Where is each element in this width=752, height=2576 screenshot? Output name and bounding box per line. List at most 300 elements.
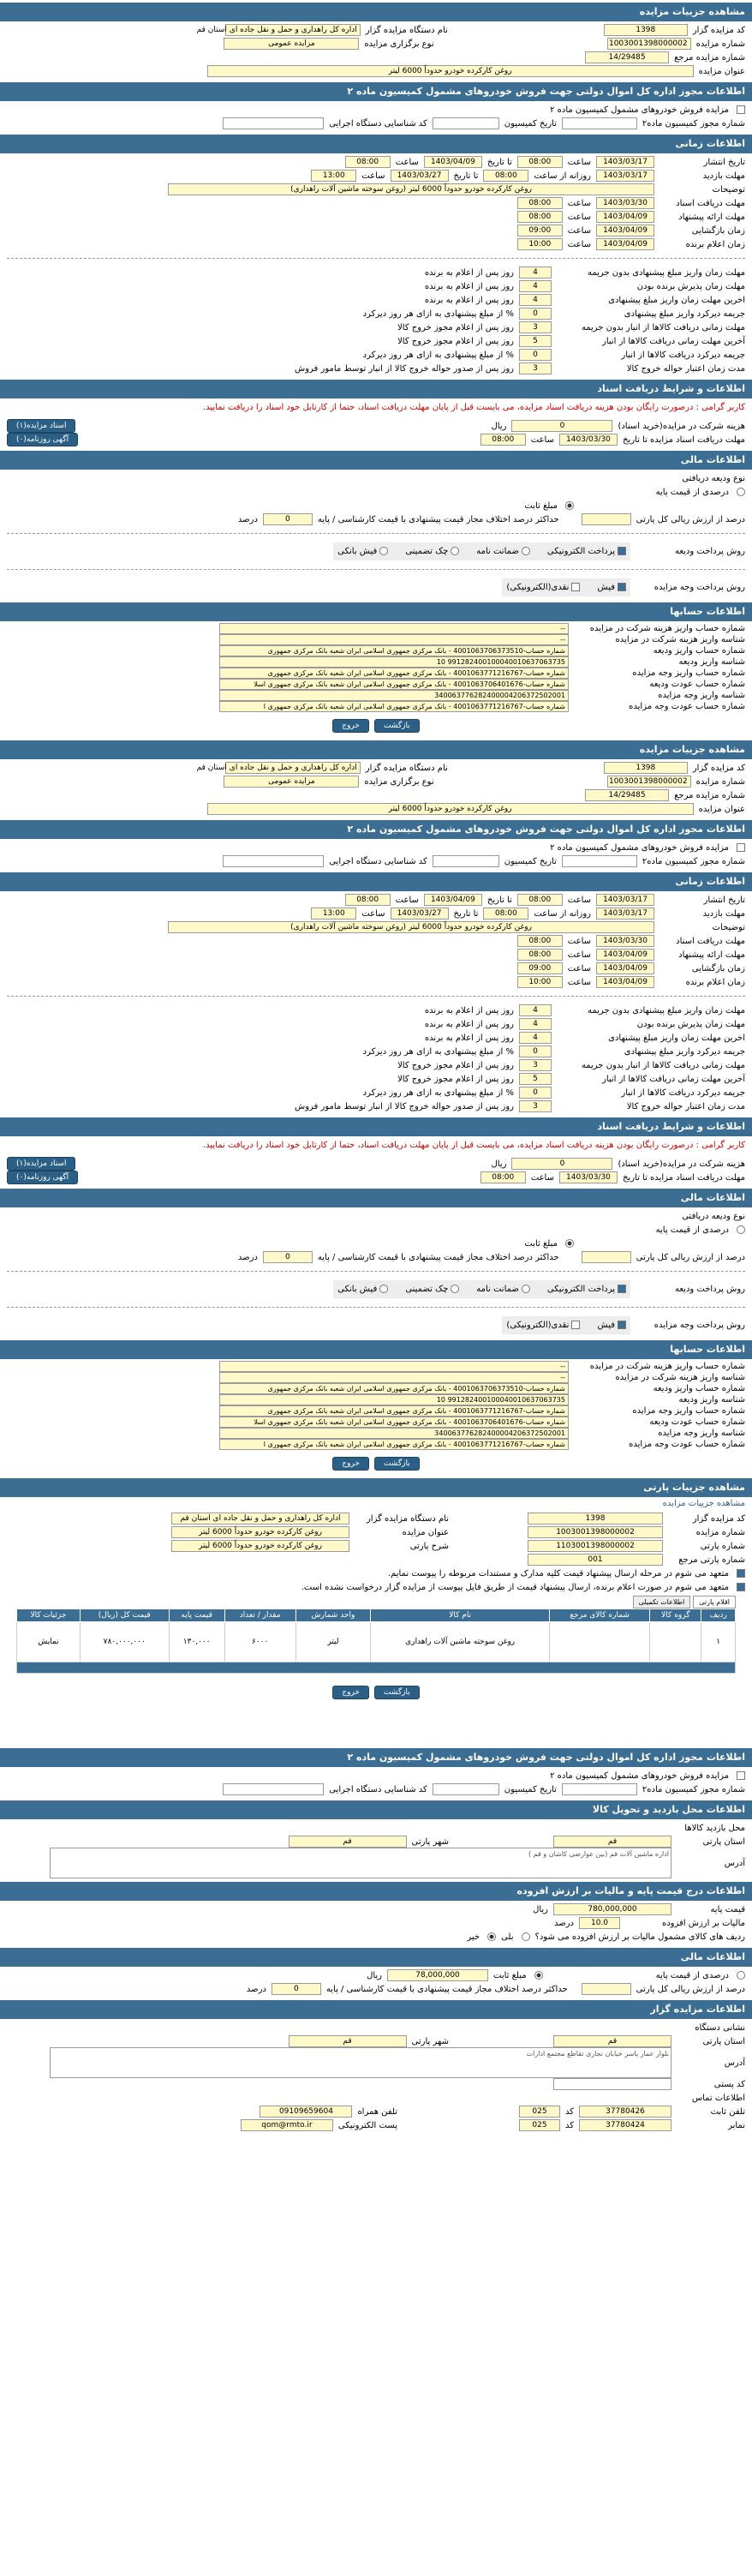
label: کد پستی bbox=[713, 2079, 745, 2089]
winner-date: 1403/04/09 bbox=[596, 238, 654, 250]
label: تلفن همراه bbox=[357, 2106, 397, 2117]
label: تا تاریخ bbox=[453, 908, 479, 919]
finance-header: اطلاعات مالی bbox=[0, 451, 752, 470]
permit-checkbox[interactable] bbox=[737, 843, 745, 852]
label: شناسه واریز وجه مزایده bbox=[658, 1429, 745, 1438]
label: کد مزایده گزار bbox=[692, 763, 745, 773]
pub-to-field: 1403/04/09 bbox=[424, 156, 482, 168]
label: جریمه دیرکرد واریز مبلغ پیشنهادی bbox=[624, 309, 745, 319]
offer-time: 08:00 bbox=[517, 211, 563, 223]
term-value: 4 bbox=[519, 280, 552, 292]
finance-panel bbox=[0, 451, 752, 600]
label: شماره حساب واریز وجه مزایده bbox=[632, 668, 745, 678]
tab-extra[interactable]: اطلاعات تکمیلی bbox=[633, 1596, 691, 1609]
details-panel bbox=[0, 3, 752, 80]
pp-cash-checkbox[interactable] bbox=[571, 1321, 580, 1329]
label: شهر پارتی bbox=[411, 1836, 449, 1847]
label: پرداخت الکترونیکی bbox=[546, 547, 615, 556]
label: حداکثر درصد اختلاف مجاز قیمت پیشنهادی با قیمت کارشناسی / پایه bbox=[325, 1984, 568, 1994]
label: نقدی(الکترونیکی) bbox=[506, 583, 570, 592]
label: روش پرداخت ودیعه bbox=[674, 547, 745, 556]
label: مبلغ ثابت bbox=[524, 1238, 558, 1249]
account-field: شماره حساب-4001063706401676 - بانک مرکزی جمهوری اسلامی ایران شعبه بانک مرکزی جمهوری اسلا bbox=[219, 679, 569, 690]
label: مزایده فروش خودروهای مشمول کمیسیون ماده ۲ bbox=[550, 105, 729, 115]
pub-from-field: 1403/03/17 bbox=[596, 894, 654, 906]
label: اخرین مهلت زمان واریز مبلغ پیشنهادی bbox=[608, 1033, 745, 1043]
label: مهلت دریافت اسناد مزایده تا تاریخ bbox=[622, 434, 745, 445]
comm-date-field[interactable] bbox=[433, 117, 499, 129]
label: مهلت زمان واریز مبلغ پیشنهادی بدون جریمه bbox=[588, 267, 745, 278]
location-header: اطلاعات محل بازدید و تحویل کالا bbox=[0, 1800, 752, 1819]
label: روز پس از اعلام مجوز خروج کالا bbox=[397, 322, 514, 332]
label: روز پس از اعلام مجوز خروج کالا bbox=[397, 336, 514, 346]
label: مهلت ارائه پیشنهاد bbox=[678, 212, 745, 222]
doc-deadline-date: 1403/03/30 bbox=[596, 197, 654, 209]
term-value: 0 bbox=[519, 1087, 552, 1099]
fixed-radio[interactable] bbox=[534, 1971, 543, 1980]
label: مهلت زمانی دریافت کالاها از انبار بدون جریمه bbox=[581, 1060, 745, 1070]
max-pct-field: 0 bbox=[263, 513, 313, 525]
term-value: 4 bbox=[519, 1004, 552, 1016]
account-field: 991282400100040010637063735 10 bbox=[219, 1394, 569, 1405]
pay-check-radio[interactable] bbox=[451, 1285, 459, 1293]
permit-checkbox[interactable] bbox=[737, 1771, 745, 1780]
label: کد مزایده گزار bbox=[692, 1513, 745, 1524]
label: مدت زمان اعتبار حواله خروج کالا bbox=[626, 1101, 745, 1111]
auctioneer-panel bbox=[0, 2000, 752, 2134]
label: روزانه از ساعت bbox=[534, 908, 591, 919]
label: نوع برگزاری مزایده bbox=[364, 776, 434, 787]
title-field: روغن کارکرده خودرو حدوداً 6000 لیتر bbox=[207, 803, 694, 815]
label: درصدی از قیمت پایه bbox=[655, 487, 729, 497]
label: فیش bbox=[597, 1321, 615, 1330]
permit-header: اطلاعات مجوز اداره کل اموال دولتی جهت فروش خودروهای مشمول کمیسیون ماده ۲ bbox=[0, 820, 752, 839]
visit-to-field: 1403/03/27 bbox=[391, 908, 449, 920]
label: ساعت bbox=[567, 936, 591, 946]
price-panel bbox=[0, 1882, 752, 1945]
tel-field: 37780426 bbox=[579, 2106, 671, 2118]
exit-button[interactable]: خروج bbox=[332, 719, 369, 733]
account-field: شماره حساب-4001063771216767 - بانک مرکزی جمهوری اسلامی ایران شعبه بانک مرکزی جمهوری ا bbox=[219, 1439, 569, 1450]
label: متعهد می شوم در صورت اعلام برنده، ارسال پیشنهاد قیمت از طریق فایل پیوست از مزایده گزار درخواست نشده است. bbox=[301, 1582, 729, 1592]
label: درصدی از قیمت پایه bbox=[655, 1970, 729, 1980]
label: مهلت بازدید bbox=[702, 171, 745, 181]
vat-field: 10.0 bbox=[579, 1917, 620, 1929]
label: عنوان مزایده bbox=[698, 66, 745, 76]
pct-radio[interactable] bbox=[737, 1971, 745, 1980]
label: شهر پارتی bbox=[411, 2036, 449, 2046]
label: درصد از ارزش ریالی کل پارتی bbox=[636, 1984, 745, 1994]
fax-code-field: 025 bbox=[519, 2119, 560, 2131]
term-value: 0 bbox=[519, 308, 552, 320]
term-value: 5 bbox=[519, 335, 552, 347]
label: حداکثر درصد اختلاف مجاز قیمت پیشنهادی با قیمت کارشناسی / پایه bbox=[317, 514, 559, 524]
price-payment-methods bbox=[502, 578, 630, 596]
max-pct-field: 0 bbox=[263, 1251, 313, 1263]
label: اطلاعات تماس bbox=[691, 2093, 745, 2103]
divider bbox=[7, 1307, 745, 1308]
column-header: ردیف bbox=[701, 1609, 736, 1622]
label: فیش بانکی bbox=[337, 547, 378, 556]
account-field: شماره حساب-4001063771216767 - بانک مرکزی جمهوری اسلامی ایران شعبه بانک مرکزی جمهوری bbox=[219, 668, 569, 679]
label: شماره مزایده bbox=[695, 776, 745, 787]
ads-button[interactable]: آگهی روزنامه(۰) bbox=[7, 1171, 78, 1184]
pub-from-field: 1403/03/17 bbox=[596, 156, 654, 168]
label: روز پس از اعلام مجوز خروج کالا bbox=[397, 1060, 514, 1070]
device-name-field: اداره کل راهداری و حمل و نقل جاده ای استان قم bbox=[225, 24, 361, 36]
desc-field: روغن کارکرده خودرو حدوداً 6000 لیتر (روغن سوخته ماشین آلات راهداری) bbox=[168, 183, 654, 195]
pct-radio[interactable] bbox=[737, 1225, 745, 1234]
province-field: قم bbox=[553, 1836, 671, 1848]
label: نام دستگاه مزایده گزار bbox=[365, 25, 448, 35]
term-value: 5 bbox=[519, 1073, 552, 1085]
party-no-field: 1003001398000002 bbox=[528, 1526, 663, 1538]
label: شماره حساب عودت ودیعه bbox=[649, 680, 745, 689]
items-table bbox=[16, 1609, 736, 1674]
label: کد bbox=[564, 2106, 574, 2117]
label: ردیف های کالای مشمول مالیات بر ارزش افزوده می شود؟ bbox=[534, 1932, 745, 1942]
party-pno-field: 1103001398000002 bbox=[528, 1540, 663, 1552]
address-field: بلوار عمار یاسر خیابان نجاری تقاطع مجتمع ادارات bbox=[50, 2047, 671, 2078]
label: روز پس از اعلام به برنده bbox=[424, 281, 514, 291]
base-price-field: 780,000,000 bbox=[553, 1903, 671, 1915]
party-name-field: اداره کل راهداری و حمل و نقل جاده ای استان قم bbox=[171, 1513, 349, 1525]
pct-radio[interactable] bbox=[737, 488, 745, 496]
exec-id-field[interactable] bbox=[223, 1783, 324, 1795]
finance-panel-2 bbox=[0, 1948, 752, 1998]
label: زمان اعلام برنده bbox=[685, 977, 745, 987]
account-field: -- bbox=[219, 634, 569, 645]
payment-methods bbox=[333, 542, 630, 560]
column-header: قیمت کل (ریال) bbox=[80, 1609, 169, 1622]
fixed-amount-field: 78,000,000 bbox=[387, 1969, 488, 1981]
term-value: 0 bbox=[519, 349, 552, 361]
accounts-header: اطلاعات حسابها bbox=[0, 1340, 752, 1359]
label: مهلت دریافت اسناد مزایده تا تاریخ bbox=[622, 1172, 745, 1183]
divider bbox=[7, 1271, 745, 1272]
city-field: قم bbox=[289, 2035, 407, 2047]
label: مالیات بر ارزش افزوده bbox=[661, 1918, 745, 1928]
term-value: 3 bbox=[519, 362, 552, 374]
party-code-field: 1398 bbox=[528, 1513, 663, 1525]
pct-field bbox=[582, 1251, 631, 1263]
comm-date-field[interactable] bbox=[433, 1783, 499, 1795]
label: مبلغ ثابت bbox=[524, 500, 558, 511]
label: ساعت bbox=[567, 225, 591, 236]
vat-no-radio[interactable] bbox=[487, 1932, 496, 1941]
pay-slip-radio[interactable] bbox=[379, 547, 388, 555]
page bbox=[0, 3, 752, 2576]
label: زمان بازگشایی bbox=[691, 963, 745, 973]
title-field: روغن کارکرده خودرو حدوداً 6000 لیتر bbox=[207, 65, 694, 77]
doc-deadline-field: 1403/03/30 bbox=[559, 434, 618, 446]
table-cell: لیتر bbox=[295, 1622, 371, 1662]
divider bbox=[7, 533, 745, 534]
commit2-checkbox[interactable] bbox=[737, 1583, 745, 1591]
label: چک تضمینی bbox=[405, 1285, 449, 1294]
winner-date: 1403/04/09 bbox=[596, 976, 654, 988]
label: شماره مجوز کمیسیون ماده۲ bbox=[642, 856, 745, 866]
permit-panel-2 bbox=[0, 1748, 752, 1798]
show-details-link[interactable]: نمایش bbox=[17, 1622, 81, 1662]
label: ساعت bbox=[361, 171, 385, 181]
back-button[interactable]: بازگشت bbox=[374, 1457, 420, 1471]
label: شماره حساب عودت ودیعه bbox=[649, 1417, 745, 1427]
label: کد مزایده گزار bbox=[692, 25, 745, 35]
account-field: شماره حساب-4001063771216767 - بانک مرکزی جمهوری اسلامی ایران شعبه بانک مرکزی جمهوری bbox=[219, 1405, 569, 1417]
column-header: جزئیات کالا bbox=[17, 1609, 81, 1622]
label: ساعت bbox=[395, 895, 419, 905]
permit-checkbox[interactable] bbox=[737, 105, 745, 114]
label: مزایده فروش خودروهای مشمول کمیسیون ماده ۲ bbox=[550, 842, 729, 853]
label: ساعت bbox=[567, 963, 591, 973]
account-field: شماره حساب-4001063706373510 - بانک مرکزی جمهوری اسلامی ایران شعبه بانک مرکزی جمهوری bbox=[219, 645, 569, 656]
time-header: اطلاعات زمانی bbox=[0, 872, 752, 891]
pay-electronic-checkbox[interactable] bbox=[618, 1285, 626, 1293]
label: اخرین مهلت زمان واریز مبلغ پیشنهادی bbox=[608, 295, 745, 305]
term-value: 3 bbox=[519, 321, 552, 333]
label: روش پرداخت وجه مزایده bbox=[654, 1321, 745, 1330]
label: نام دستگاه مزایده گزار bbox=[365, 763, 448, 773]
offer-time: 08:00 bbox=[517, 949, 563, 961]
label: مهلت زمان پذیرش برنده بودن bbox=[636, 1019, 745, 1029]
label: نوع برگزاری مزایده bbox=[364, 39, 434, 49]
label: تاریخ کمیسیون bbox=[504, 1784, 557, 1794]
label: آدرس bbox=[724, 1858, 745, 1868]
term-value: 4 bbox=[519, 1018, 552, 1030]
column-header: واحد شمارش bbox=[295, 1609, 371, 1622]
label: شناسه واریز ودیعه bbox=[678, 1395, 745, 1405]
auction-no-field: 1003001398000002 bbox=[607, 38, 691, 50]
docs-button[interactable]: اسناد مزایده(۱) bbox=[7, 1157, 75, 1171]
label: شناسه واریز هزینه شرکت در مزایده bbox=[615, 1373, 745, 1382]
label: مهلت ارائه پیشنهاد bbox=[678, 950, 745, 960]
visit-to-time: 13:00 bbox=[311, 170, 356, 182]
party-panel bbox=[0, 1478, 752, 1711]
label: مبلغ ثابت bbox=[493, 1970, 527, 1980]
label: نوع ودیعه دریافتی bbox=[682, 1211, 745, 1221]
auction-no-field: 1003001398000002 bbox=[607, 776, 691, 788]
back-button[interactable]: بازگشت bbox=[374, 1686, 420, 1699]
pp-slip-checkbox[interactable] bbox=[618, 583, 626, 591]
visit-to-time: 13:00 bbox=[311, 908, 356, 920]
tab-items[interactable]: اقلام پارتی bbox=[693, 1596, 736, 1609]
visit-from-time: 08:00 bbox=[483, 908, 528, 920]
doc-note: کاربر گرامی : درصورت رایگان بودن هزینه دریافت اسناد مزایده، می بایست قبل از پایان مهلت دریافت اسناد، حتما از کارتابل خود اسناد را دریافت نمایید. bbox=[202, 403, 745, 412]
label: پست الکترونیکی bbox=[337, 2120, 397, 2130]
label: روز پس از صدور حواله خروج کالا از انبار توسط مامور فروش bbox=[295, 1101, 514, 1111]
province-field: قم bbox=[553, 2035, 671, 2047]
label: % از مبلغ پیشنهادی به ازای هر روز دیرکرد bbox=[362, 1087, 514, 1098]
visit-from-time: 08:00 bbox=[483, 170, 528, 182]
pp-slip-checkbox[interactable] bbox=[618, 1321, 626, 1329]
address-field: اداره ماشین آلات قم (بین عوارضی کاشان و قم ) bbox=[50, 1848, 671, 1878]
label: درصد bbox=[237, 1252, 258, 1262]
pp-cash-checkbox[interactable] bbox=[571, 583, 580, 591]
divider bbox=[7, 569, 745, 570]
time-panel bbox=[0, 872, 752, 1115]
account-field: -- bbox=[219, 623, 569, 634]
holding-type-field: مزایده عمومی bbox=[224, 776, 359, 788]
label: درصد bbox=[246, 1984, 266, 1994]
label: شماره مزایده bbox=[695, 39, 745, 49]
label: زمان بازگشایی bbox=[691, 225, 745, 236]
column-header: مقدار / تعداد bbox=[224, 1609, 295, 1622]
label: نقدی(الکترونیکی) bbox=[506, 1321, 570, 1330]
label: ساعت bbox=[567, 239, 591, 249]
finance-header: اطلاعات مالی bbox=[0, 1189, 752, 1207]
exec-id-field[interactable] bbox=[223, 855, 324, 867]
offer-date: 1403/04/09 bbox=[596, 949, 654, 961]
label: نوع ودیعه دریافتی bbox=[682, 473, 745, 483]
doc-header: اطلاعات و شرایط دریافت اسناد bbox=[0, 380, 752, 398]
term-value: 3 bbox=[519, 1100, 552, 1112]
term-value: 4 bbox=[519, 294, 552, 306]
doc-header: اطلاعات و شرایط دریافت اسناد bbox=[0, 1117, 752, 1136]
pub-from-time: 08:00 bbox=[517, 894, 563, 906]
label: خیر bbox=[467, 1932, 480, 1942]
open-date: 1403/04/09 bbox=[596, 962, 654, 974]
pay-guarantee-radio[interactable] bbox=[522, 1285, 530, 1293]
account-field: 340063776282400004206372502001 bbox=[219, 1428, 569, 1439]
exit-button[interactable]: خروج bbox=[332, 1457, 369, 1471]
comm-no-field[interactable] bbox=[562, 117, 637, 129]
commit1-checkbox[interactable] bbox=[737, 1569, 745, 1578]
pub-to-time: 08:00 bbox=[345, 894, 391, 906]
back-button[interactable]: بازگشت bbox=[374, 719, 420, 733]
doc-note: کاربر گرامی : درصورت رایگان بودن هزینه دریافت اسناد مزایده، می بایست قبل از پایان مهلت دریافت اسناد، حتما از کارتابل خود اسناد را دریافت نمایید. bbox=[202, 1141, 745, 1150]
label: تا تاریخ bbox=[486, 157, 512, 167]
label: کد bbox=[564, 2120, 574, 2130]
comm-date-field[interactable] bbox=[433, 855, 499, 867]
label: تاریخ کمیسیون bbox=[504, 856, 557, 866]
ref-no-field: 14/29485 bbox=[585, 789, 669, 801]
label: روش پرداخت ودیعه bbox=[674, 1285, 745, 1294]
exec-id-field[interactable] bbox=[223, 117, 324, 129]
table-row bbox=[17, 1622, 736, 1662]
label: روش پرداخت وجه مزایده bbox=[654, 583, 745, 592]
label: جریمه دیرکرد دریافت کالاها از انبار bbox=[621, 350, 745, 360]
visit-from-field: 1403/03/17 bbox=[596, 908, 654, 920]
details-header: مشاهده جزییات مزایده bbox=[0, 3, 752, 21]
label: تاریخ انتشار bbox=[703, 157, 745, 167]
details-panel bbox=[0, 740, 752, 818]
pub-from-time: 08:00 bbox=[517, 156, 563, 168]
label: عنوان مزایده bbox=[402, 1527, 449, 1537]
table-cell bbox=[550, 1622, 650, 1662]
desc-field: روغن کارکرده خودرو حدوداً 6000 لیتر (روغن سوخته ماشین آلات راهداری) bbox=[168, 921, 654, 933]
doc-panel bbox=[0, 380, 752, 448]
label: شماره مجوز کمیسیون ماده۲ bbox=[642, 1784, 745, 1794]
postal-field bbox=[553, 2078, 671, 2090]
device-name-field: اداره کل راهداری و حمل و نقل جاده ای استان قم bbox=[225, 762, 361, 774]
label: روز پس از صدور حواله خروج کالا از انبار توسط مامور فروش bbox=[295, 363, 514, 374]
label: شماره حساب واریز ودیعه bbox=[653, 1384, 745, 1393]
pay-slip-radio[interactable] bbox=[379, 1285, 388, 1293]
divider bbox=[7, 258, 745, 259]
label: شماره مزایده bbox=[695, 1527, 745, 1537]
party-subtitle: مشاهده جزییات مزایده bbox=[662, 1499, 745, 1508]
label: روز پس از اعلام به برنده bbox=[424, 1033, 514, 1043]
label: شماره پارتی bbox=[700, 1541, 745, 1551]
doc-deadline-date: 1403/03/30 bbox=[596, 935, 654, 947]
label: شماره مزایده مرجع bbox=[674, 790, 745, 800]
label: شماره حساب واریز هزینه شرکت در مزایده bbox=[589, 624, 745, 633]
label: قیمت پایه bbox=[710, 1904, 745, 1914]
column-header: قیمت پایه bbox=[169, 1609, 224, 1622]
account-field: 340063776282400004206372502001 bbox=[219, 690, 569, 701]
exit-button[interactable]: خروج bbox=[332, 1686, 369, 1699]
doc-deadline-field: 1403/03/30 bbox=[559, 1171, 618, 1183]
label: تاریخ انتشار bbox=[703, 895, 745, 905]
label: تاریخ کمیسیون bbox=[504, 118, 557, 129]
time-header: اطلاعات زمانی bbox=[0, 135, 752, 153]
pay-electronic-checkbox[interactable] bbox=[618, 547, 626, 555]
party-header: مشاهده جزییات پارتی bbox=[0, 1478, 752, 1497]
label: هزینه شرکت در مزایده(خرید اسناد) bbox=[618, 1159, 745, 1169]
label: نمابر bbox=[728, 2120, 745, 2130]
auctioneer-code-field: 1398 bbox=[604, 24, 688, 36]
accounts-panel bbox=[0, 602, 752, 738]
party-desc-field: روغن کارکرده خودرو حدوداً 6000 لیتر bbox=[171, 1540, 349, 1552]
label: % از مبلغ پیشنهادی به ازای هر روز دیرکرد bbox=[362, 1046, 514, 1057]
label: بلی bbox=[501, 1932, 514, 1942]
label: توضیحات bbox=[712, 184, 745, 195]
account-field: -- bbox=[219, 1361, 569, 1372]
label: حداکثر درصد اختلاف مجاز قیمت پیشنهادی با قیمت کارشناسی / پایه bbox=[317, 1252, 559, 1262]
comm-no-field[interactable] bbox=[562, 1783, 637, 1795]
docs-button[interactable]: اسناد مزایده(۱) bbox=[7, 419, 75, 433]
accounts-panel bbox=[0, 1340, 752, 1476]
offer-date: 1403/04/09 bbox=[596, 211, 654, 223]
table-cell: روغن سوخته ماشین آلات راهداری bbox=[371, 1622, 550, 1662]
label: روزانه از ساعت bbox=[534, 171, 591, 181]
label: مهلت زمان واریز مبلغ پیشنهادی بدون جریمه bbox=[588, 1005, 745, 1015]
doc-deadline-time: 08:00 bbox=[517, 197, 563, 209]
label: درصد از ارزش ریالی کل پارتی bbox=[636, 1252, 745, 1262]
column-header: گروه کالا bbox=[650, 1609, 701, 1622]
pay-check-radio[interactable] bbox=[451, 547, 459, 555]
label: شماره پارتی مرجع bbox=[678, 1555, 745, 1565]
label: فیش بانکی bbox=[337, 1285, 378, 1294]
fixed-radio[interactable] bbox=[565, 501, 574, 510]
pub-to-time: 08:00 bbox=[345, 156, 391, 168]
permit-header: اطلاعات مجوز اداره کل اموال دولتی جهت فروش خودروهای مشمول کمیسیون ماده ۲ bbox=[0, 1748, 752, 1767]
label: روز پس از اعلام به برنده bbox=[424, 1005, 514, 1015]
table-cell: ۱۳۰,۰۰۰ bbox=[169, 1622, 224, 1662]
pub-to-field: 1403/04/09 bbox=[424, 894, 482, 906]
label: جریمه دیرکرد دریافت کالاها از انبار bbox=[621, 1087, 745, 1098]
label: ساعت bbox=[567, 157, 591, 167]
comm-no-field[interactable] bbox=[562, 855, 637, 867]
vat-yes-radio[interactable] bbox=[522, 1932, 530, 1941]
label: مهلت زمان پذیرش برنده بودن bbox=[636, 281, 745, 291]
pay-guarantee-radio[interactable] bbox=[522, 547, 530, 555]
label: ریال bbox=[491, 1159, 507, 1169]
visit-from-field: 1403/03/17 bbox=[596, 170, 654, 182]
fixed-radio[interactable] bbox=[565, 1239, 574, 1248]
fax-field: 37780424 bbox=[579, 2119, 671, 2131]
account-field: شماره حساب-4001063771216767 - بانک مرکزی جمهوری اسلامی ایران شعبه بانک مرکزی جمهوری ا bbox=[219, 701, 569, 712]
label: متعهد می شوم در مرحله ارسال پیشنهاد قیمت کلیه مدارک و مستندات مربوطه را پیوست نمایم. bbox=[387, 1568, 729, 1579]
label: ساعت bbox=[567, 977, 591, 987]
label: شماره مزایده مرجع bbox=[674, 52, 745, 63]
label: کد شناسایی دستگاه اجرایی bbox=[329, 856, 427, 866]
ads-button[interactable]: آگهی روزنامه(۰) bbox=[7, 433, 78, 446]
label: مزایده فروش خودروهای مشمول کمیسیون ماده ۲ bbox=[550, 1770, 729, 1781]
label: تلفن ثابت bbox=[710, 2106, 745, 2117]
label: پرداخت الکترونیکی bbox=[546, 1285, 615, 1294]
